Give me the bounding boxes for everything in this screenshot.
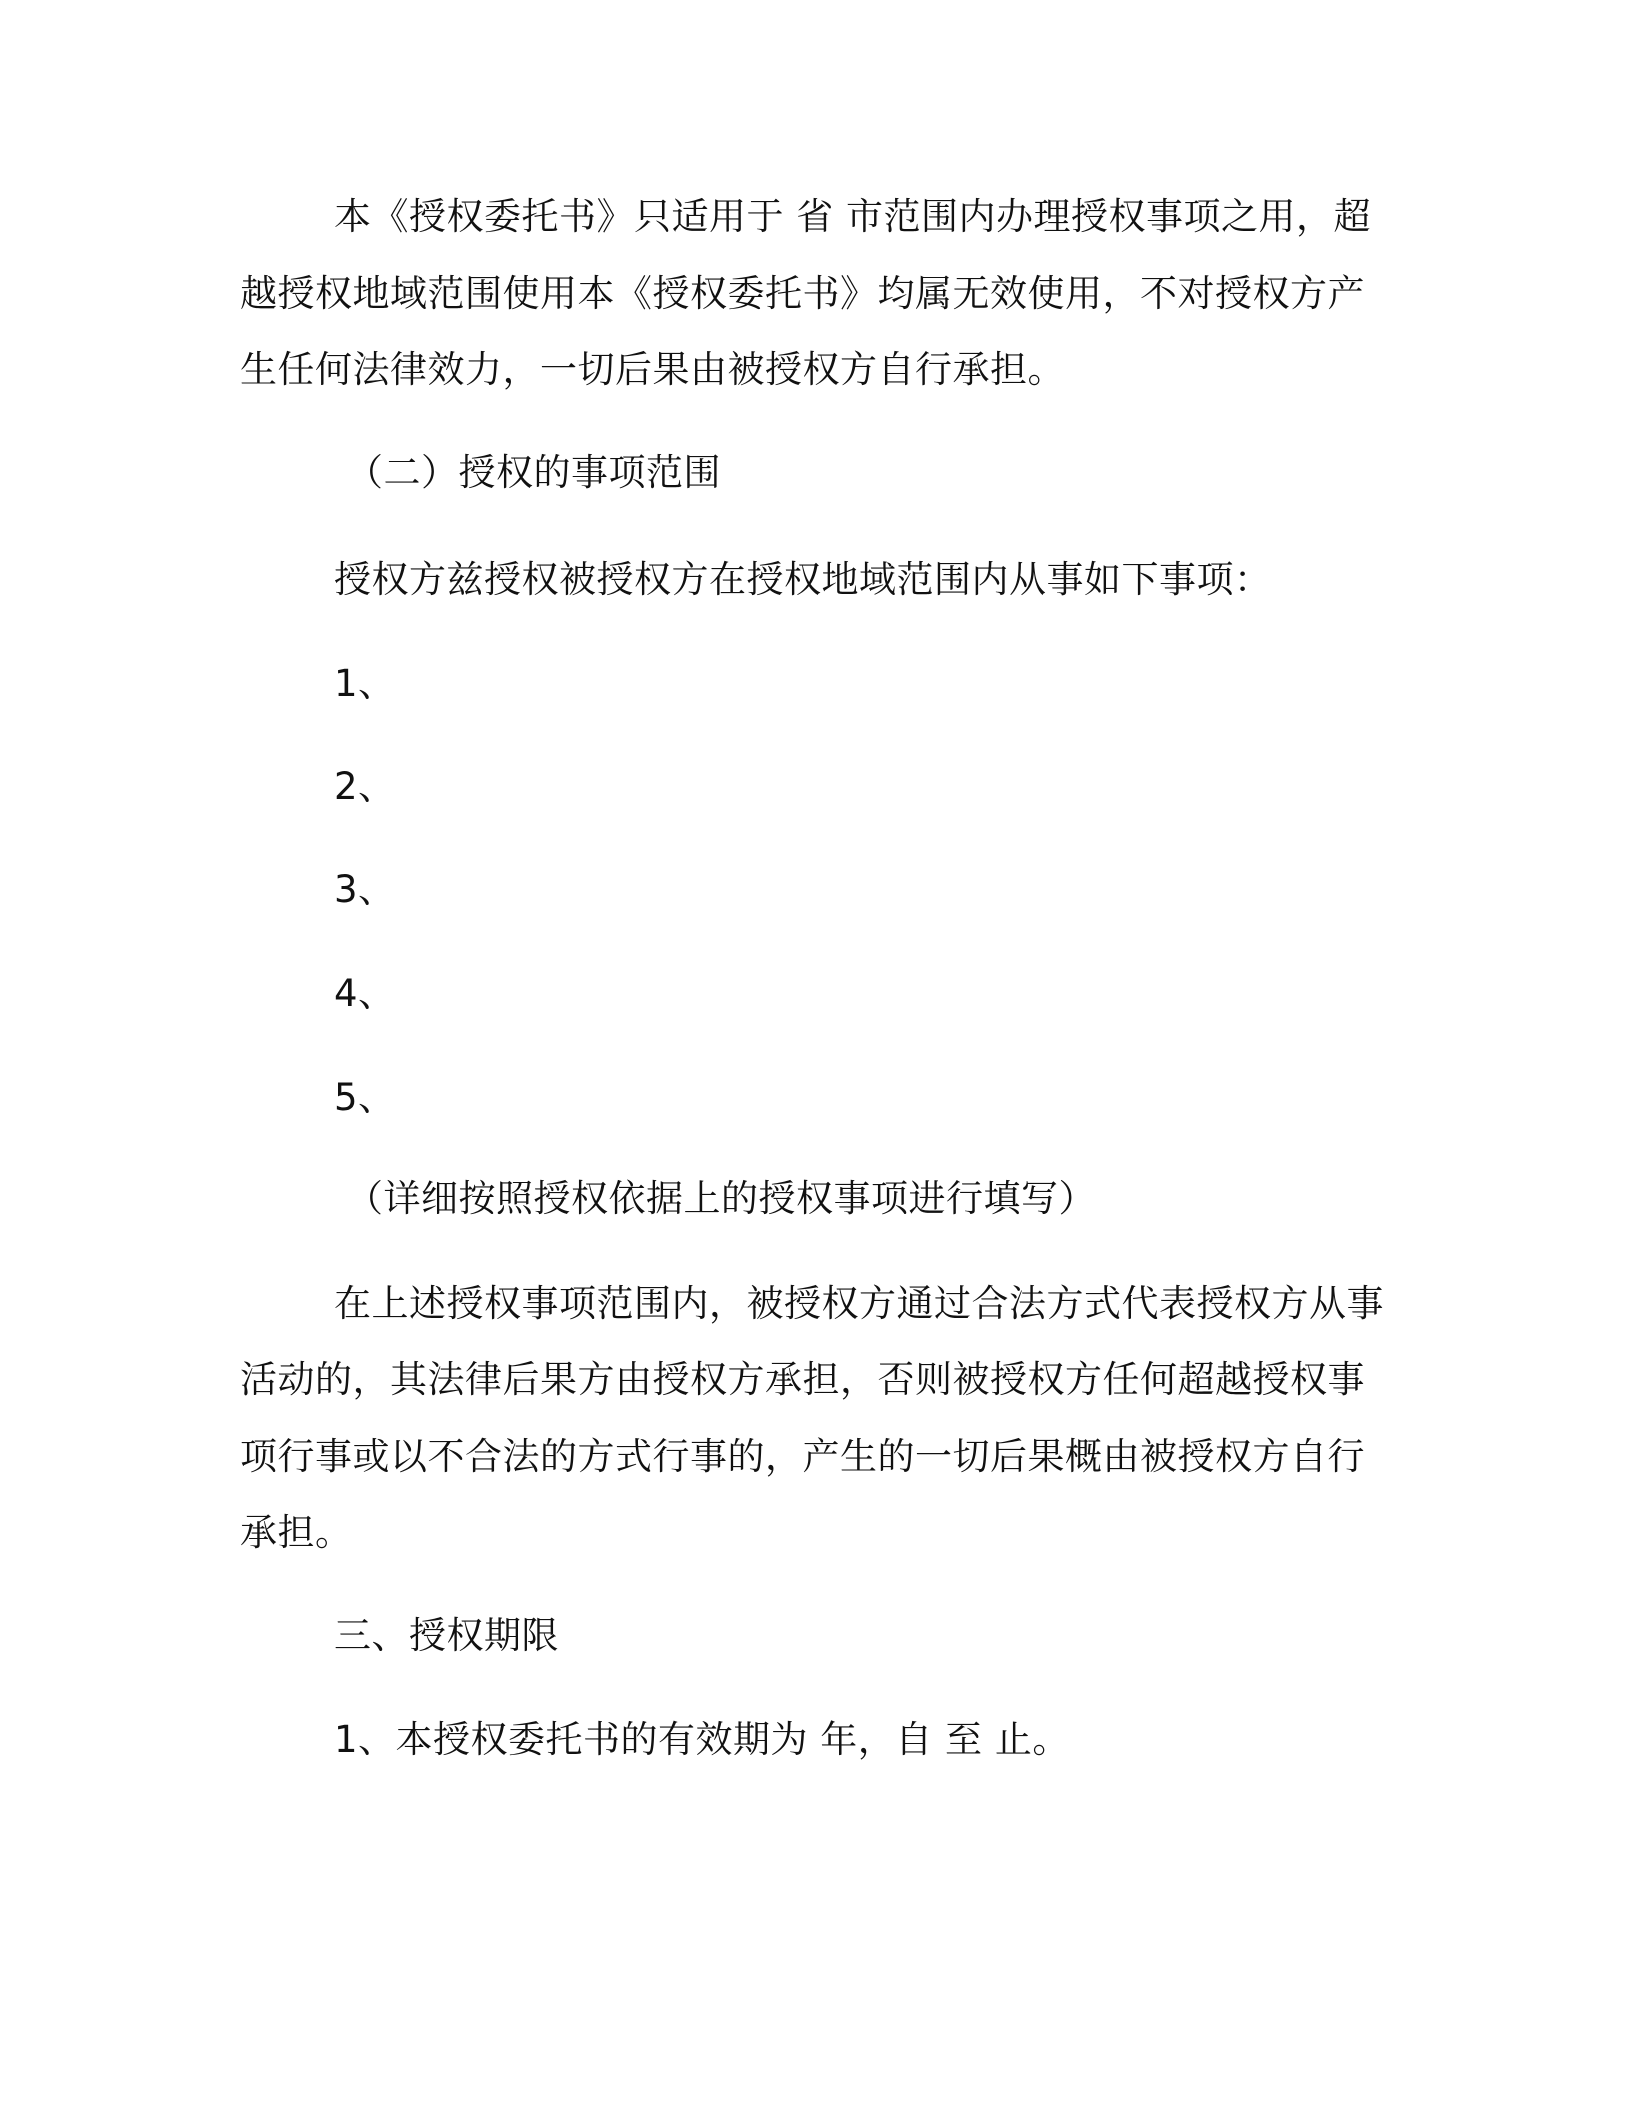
heading-authorization-term: 三、授权期限 xyxy=(334,1614,559,1657)
scope-item-4: 4、 xyxy=(334,972,396,1015)
scope-item-3: 3、 xyxy=(334,868,396,911)
liability-paragraph-line-3: 项行事或以不合法的方式行事的，产生的一切后果概由被授权方自行 xyxy=(240,1435,1365,1478)
scope-intro-text: 授权方兹授权被授权方在授权地域范围内从事如下事项： xyxy=(334,558,1272,601)
scope-item-5: 5、 xyxy=(334,1076,396,1119)
scope-item-1: 1、 xyxy=(334,662,396,705)
liability-paragraph-line-2: 活动的，其法律后果方由授权方承担，否则被授权方任何超越授权事 xyxy=(240,1358,1365,1401)
scope-item-2: 2、 xyxy=(334,765,396,808)
liability-paragraph-line-1: 在上述授权事项范围内，被授权方通过合法方式代表授权方从事 xyxy=(334,1282,1384,1325)
paragraph-region-line-1: 本《授权委托书》只适用于 省 市范围内办理授权事项之用，超 xyxy=(334,195,1372,238)
paragraph-region-line-3: 生任何法律效力，一切后果由被授权方自行承担。 xyxy=(240,348,1065,391)
heading-authorized-scope: （二）授权的事项范围 xyxy=(346,451,721,494)
fill-instruction-note: （详细按照授权依据上的授权事项进行填写） xyxy=(346,1177,1096,1220)
liability-paragraph-line-4: 承担。 xyxy=(240,1511,353,1554)
paragraph-region-line-2: 越授权地域范围使用本《授权委托书》均属无效使用，不对授权方产 xyxy=(240,272,1365,315)
term-validity-item: 1、本授权委托书的有效期为 年，自 至 止。 xyxy=(334,1718,1070,1761)
